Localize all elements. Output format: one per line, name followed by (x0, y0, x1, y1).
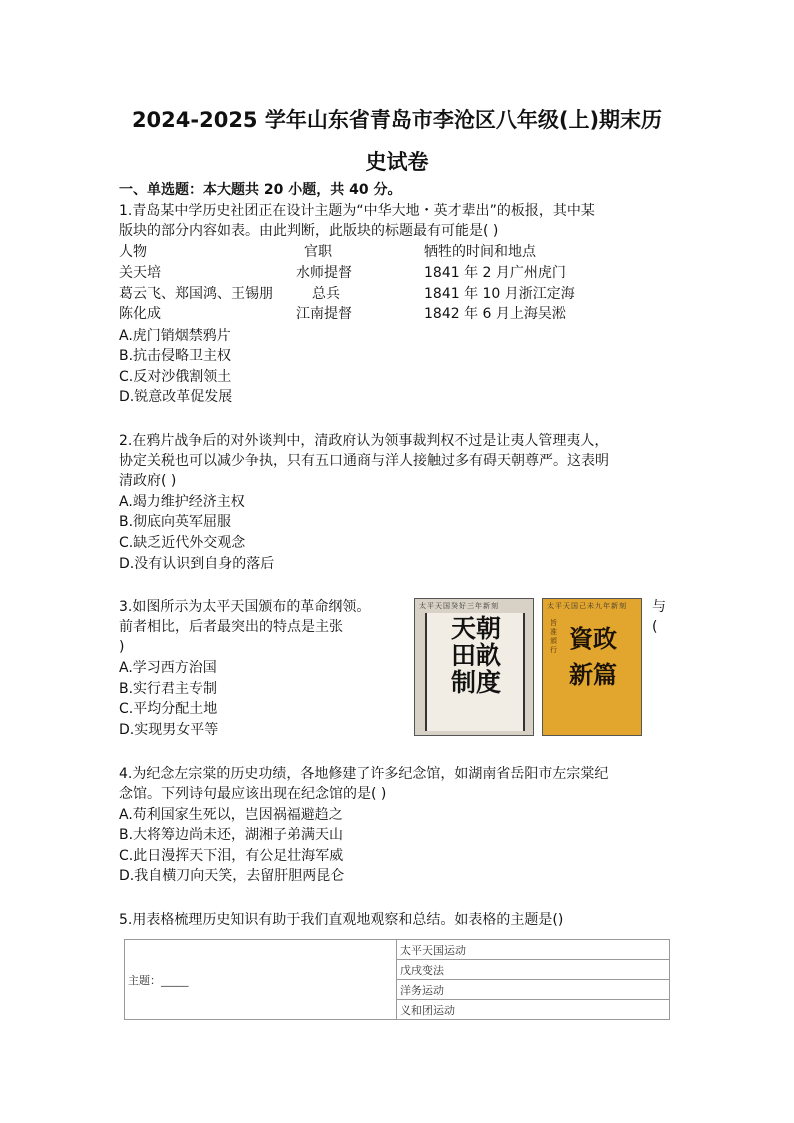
q1-option-c: C.反对沙俄割领土 (119, 369, 232, 385)
q4-option-a: A.苟利国家生死以，岂因祸福避趋之 (119, 807, 343, 823)
tianchao-tianmu-zhidu-image (414, 598, 534, 736)
q3-option-b: B.实行君主专制 (119, 681, 218, 697)
image2-title: 資政新篇 (569, 624, 617, 689)
q2-option-a: A.竭力维护经济主权 (119, 494, 245, 510)
q3-stem-line2: 前者相比，后者最突出的特点是主张 (119, 619, 343, 635)
image2-header: 太平天国己未九年新刻 (547, 602, 627, 610)
q3-stem-line3: ) (119, 639, 125, 655)
q1-option-d: D.锐意改革促发展 (119, 389, 233, 405)
q1-table-cell: 总兵 (312, 286, 340, 302)
image1-title: 天朝田畝制度 (450, 614, 501, 697)
q5-theme-cell: 主题：_____ (125, 940, 397, 1020)
q3-stem-line1-tail: 与 (652, 599, 666, 615)
q3-stem-line1: 3.如图所示为太平天国颁布的革命纲领。 (119, 599, 371, 615)
image1-header: 太平天国癸好三年新刻 (419, 602, 499, 610)
q3-stem-line2-tail: ( (652, 619, 658, 635)
image2-side-text: 旨准頒行 (550, 619, 557, 654)
q1-table-header-sacrifice: 牺牲的时间和地点 (424, 244, 536, 260)
q5-item: 义和团运动 (397, 1000, 670, 1020)
section-heading: 一、单选题：本大题共 20 小题，共 40 分。 (119, 182, 402, 198)
q5-item: 洋务运动 (397, 980, 670, 1000)
q1-table-cell: 关天培 (119, 265, 161, 281)
q1-table-cell: 水师提督 (296, 265, 352, 281)
q3-option-d: D.实现男女平等 (119, 722, 219, 738)
zizheng-xinpian-image (542, 598, 642, 736)
q4-stem-line2: 念馆。下列诗句最应该出现在纪念馆的是( ) (119, 786, 387, 802)
q5-item: 太平天国运动 (397, 940, 670, 960)
q2-stem-line3: 清政府( ) (119, 473, 177, 489)
exam-title-line1: 2024-2025 学年山东省青岛市李沧区八年级(上)期末历 (131, 108, 663, 132)
q5-item: 戊戌变法 (397, 960, 670, 980)
q1-stem-line1: 1.青岛某中学历史社团正在设计主题为“中华大地・英才辈出”的板报，其中某 (119, 203, 595, 219)
q3-option-c: C.平均分配土地 (119, 701, 218, 717)
q2-stem-line1: 2.在鸦片战争后的对外谈判中，清政府认为领事裁判权不过是让夷人管理夷人， (119, 433, 609, 449)
q1-table-cell: 1842 年 6 月上海吴淞 (424, 306, 566, 322)
q5-stem: 5.用表格梳理历史知识有助于我们直观地观察和总结。如表格的主题是() (119, 912, 564, 928)
q4-stem-line1: 4.为纪念左宗棠的历史功绩，各地修建了许多纪念馆，如湖南省岳阳市左宗棠纪 (119, 766, 609, 782)
q2-option-c: C.缺乏近代外交观念 (119, 535, 246, 551)
q1-table-cell: 陈化成 (119, 306, 161, 322)
q4-option-b: B.大将筹边尚未还，湖湘子弟满天山 (119, 827, 344, 843)
exam-title-line2: 史试卷 (365, 150, 429, 174)
q5-table (124, 939, 670, 1020)
q1-option-b: B.抗击侵略卫主权 (119, 348, 232, 364)
q1-table-cell: 1841 年 2 月广州虎门 (424, 265, 566, 281)
q1-table-header-person: 人物 (119, 244, 147, 260)
q4-option-c: C.此日漫挥天下泪，有公足壮海军威 (119, 848, 344, 864)
q4-option-d: D.我自横刀向天笑，去留肝胆两昆仑 (119, 868, 345, 884)
q1-stem-line2: 版块的部分内容如表。由此判断，此版块的标题最有可能是( ) (119, 223, 499, 239)
q2-option-d: D.没有认识到自身的落后 (119, 556, 275, 572)
q1-table-cell: 葛云飞、郑国鸿、王锡朋 (119, 286, 273, 302)
q1-table-cell: 江南提督 (296, 306, 352, 322)
q1-table-header-post: 官职 (304, 244, 332, 260)
q2-stem-line2: 协定关税也可以减少争执，只有五口通商与洋人接触过多有碍天朝尊严。这表明 (119, 453, 609, 469)
q2-option-b: B.彻底向英军屈服 (119, 514, 232, 530)
q3-option-a: A.学习西方治国 (119, 660, 217, 676)
q1-table-cell: 1841 年 10 月浙江定海 (424, 286, 575, 302)
q1-option-a: A.虎门销烟禁鸦片 (119, 328, 231, 344)
